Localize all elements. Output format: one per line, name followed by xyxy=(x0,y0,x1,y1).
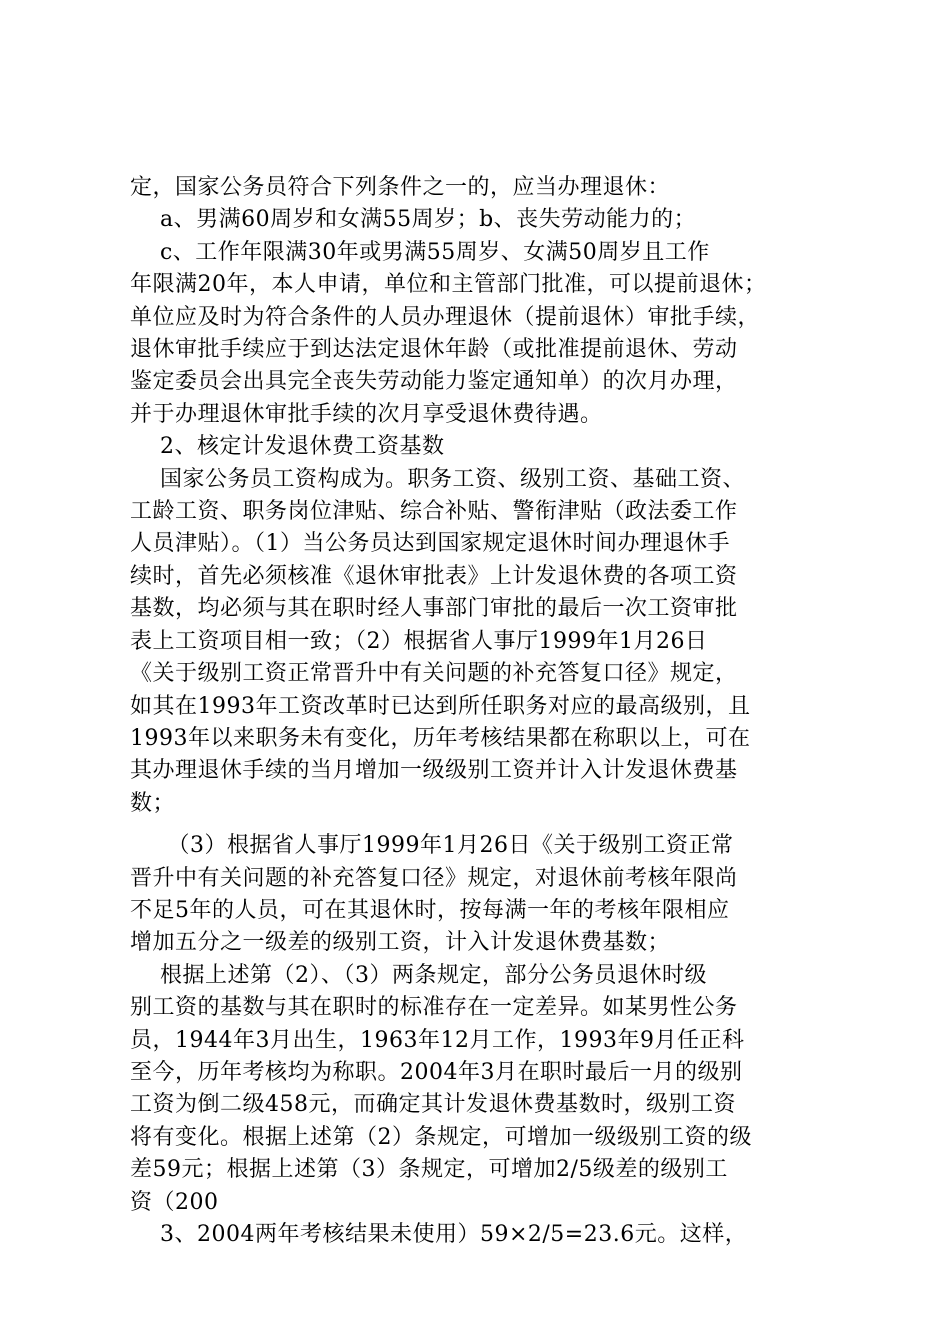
text-line: 并于办理退休审批手续的次月享受退休费待遇。 xyxy=(130,401,603,427)
text-line: 人员津贴）。（1）当公务员达到国家规定退休时间办理退休手 xyxy=(130,531,730,557)
text-line: 别工资的基数与其在职时的标准存在一定差异。如某男性公务 xyxy=(130,995,738,1021)
text-line: 年限满20年，本人申请，单位和主管部门批准，可以提前退休； xyxy=(130,272,767,298)
text-line: 基数，均必须与其在职时经人事部门审批的最后一次工资审批 xyxy=(130,596,738,622)
text-line: 工资为倒二级458元，而确定其计发退休费基数时，级别工资 xyxy=(130,1092,736,1118)
text-line: 单位应及时为符合条件的人员办理退休（提前退休）审批手续， xyxy=(130,304,761,330)
text-line: 其办理退休手续的当月增加一级级别工资并计入计发退休费基 xyxy=(130,758,738,784)
section-heading: 2、核定计发退休费工资基数 xyxy=(130,434,445,460)
text-line: 晋升中有关问题的补充答复口径》规定，对退休前考核年限尚 xyxy=(130,865,738,891)
text-line: 鉴定委员会出具完全丧失劳动能力鉴定通知单）的次月办理， xyxy=(130,369,738,395)
text-line: 退休审批手续应于到达法定退休年龄（或批准提前退休、劳动 xyxy=(130,337,738,363)
document-body xyxy=(130,172,830,1251)
text-line: a、男满60周岁和女满55周岁；b、丧失劳动能力的； xyxy=(130,207,697,233)
text-line: （3）根据省人事厅1999年1月26日《关于级别工资正常 xyxy=(130,833,734,859)
text-line: 至今，历年考核均为称职。2004年3月在职时最后一月的级别 xyxy=(130,1059,743,1085)
text-line: 表上工资项目相一致；（2）根据省人事厅1999年1月26日 xyxy=(130,628,708,654)
text-line: 1993年以来职务未有变化，历年考核结果都在称职以上，可在 xyxy=(130,725,751,751)
text-line: 工龄工资、职务岗位津贴、综合补贴、警衔津贴（政法委工作 xyxy=(130,499,738,525)
text-line: 数； xyxy=(130,790,176,816)
text-line: 定，国家公务员符合下列条件之一的，应当办理退休： xyxy=(130,175,671,200)
text-line: 资（200 xyxy=(130,1189,219,1215)
text-line: 员，1944年3月出生，1963年12月工作，1993年9月任正科 xyxy=(130,1027,745,1053)
text-line: 不足5年的人员，可在其退休时，按每满一年的考核年限相应 xyxy=(130,897,730,923)
text-line: 续时，首先必须核准《退休审批表》上计发退休费的各项工资 xyxy=(130,563,738,589)
section-heading: 3、2004两年考核结果未使用）59×2/5=23.6元。这样， xyxy=(130,1222,748,1247)
text-line: 差59元；根据上述第（3）条规定，可增加2/5级差的级别工 xyxy=(130,1157,728,1183)
text-line: 增加五分之一级差的级别工资，计入计发退休费基数； xyxy=(130,930,671,956)
text-line: 根据上述第（2）、（3）两条规定，部分公务员退休时级 xyxy=(130,962,707,988)
text-line: 如其在1993年工资改革时已达到所任职务对应的最高级别，且 xyxy=(130,693,751,719)
text-line: 《关于级别工资正常晋升中有关问题的补充答复口径》规定， xyxy=(130,661,738,687)
text-line: c、工作年限满30年或男满55周岁、女满50周岁且工作 xyxy=(130,239,710,265)
text-line: 国家公务员工资构成为。职务工资、级别工资、基础工资、 xyxy=(130,466,745,492)
text-line: 将有变化。根据上述第（2）条规定，可增加一级级别工资的级 xyxy=(130,1124,752,1150)
